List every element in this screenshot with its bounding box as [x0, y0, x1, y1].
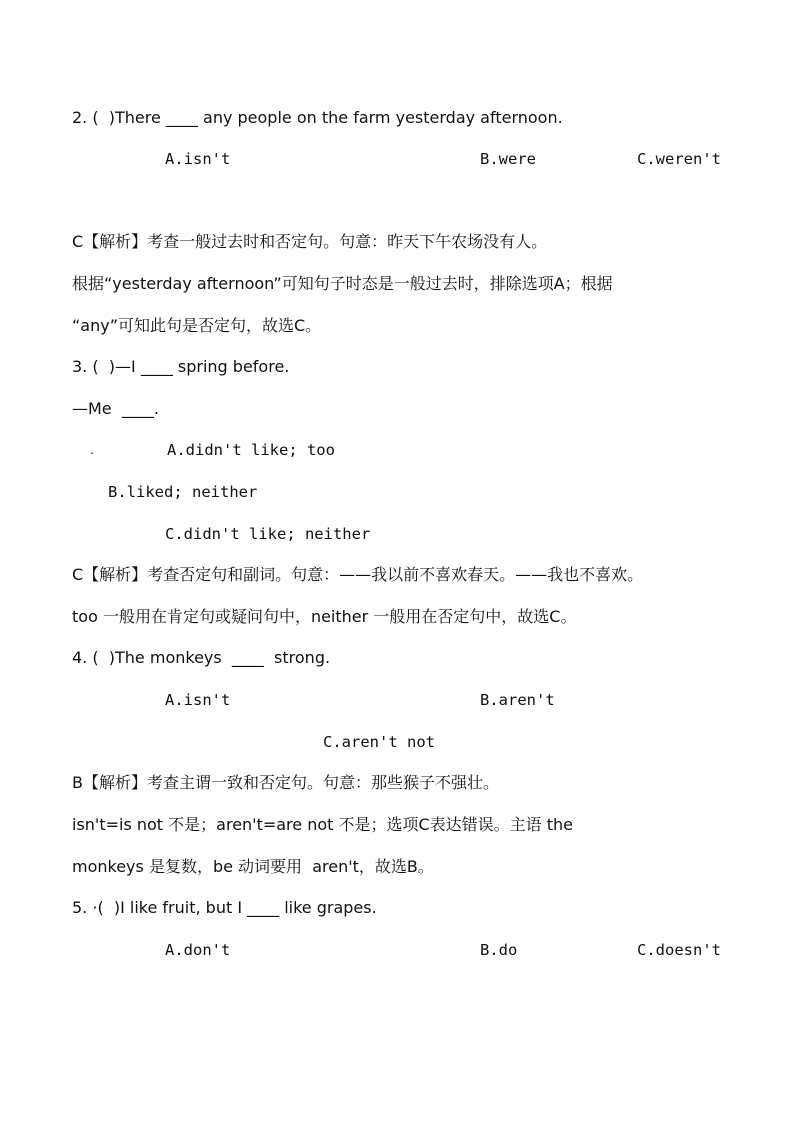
q3-option-a: A.didn't like; too — [167, 441, 335, 459]
q4-option-a: A.isn't — [165, 691, 231, 709]
q3-reply: —Me ____. — [72, 399, 159, 418]
q3-explanation-line-1: C【解析】考查否定句和副词。句意：——我以前不喜欢春天。——我也不喜欢。 — [72, 565, 644, 584]
q4-explanation-line-1: B【解析】考查主谓一致和否定句。句意：那些猴子不强壮。 — [72, 773, 499, 792]
q3-option-b: B.liked; neither — [108, 483, 258, 501]
q5-option-b: B.do — [480, 941, 518, 959]
q3-stray-dot: . — [90, 443, 94, 457]
q5-option-a: A.don't — [165, 941, 231, 959]
q2-option-a: A.isn't — [165, 150, 231, 168]
q3-option-c: C.didn't like; neither — [165, 525, 371, 543]
q2-explanation-line-2: 根据“yesterday afternoon”可知句子时态是一般过去时，排除选项A；根据 — [72, 274, 613, 293]
q3-stem: 3. ( )—I ____ spring before. — [72, 357, 290, 376]
q5-option-c: C.doesn't — [637, 941, 721, 959]
q4-stem: 4. ( )The monkeys ____ strong. — [72, 648, 331, 667]
q4-option-c: C.aren't not — [323, 733, 435, 751]
q4-explanation-line-3: monkeys 是复数，be 动词要用 aren't，故选B。 — [72, 857, 434, 876]
q2-explanation-line-1: C【解析】考查一般过去时和否定句。句意：昨天下午农场没有人。 — [72, 232, 548, 251]
q4-explanation-line-2: isn't=is not 不是；aren't=are not 不是；选项C表达错误。主语 the — [72, 815, 574, 834]
q5-stem: 5. ·( )I like fruit, but I ____ like grapes. — [72, 898, 377, 917]
q4-option-b: B.aren't — [480, 691, 555, 709]
q2-explanation-line-3: “any”可知此句是否定句，故选C。 — [72, 316, 322, 335]
q3-explanation-line-2: too 一般用在肯定句或疑问句中，neither 一般用在否定句中，故选C。 — [72, 607, 577, 626]
q2-option-c: C.weren't — [637, 150, 721, 168]
q2-stem: 2. ( )There ____ any people on the farm yesterday afternoon. — [72, 108, 563, 127]
q2-option-b: B.were — [480, 150, 536, 168]
